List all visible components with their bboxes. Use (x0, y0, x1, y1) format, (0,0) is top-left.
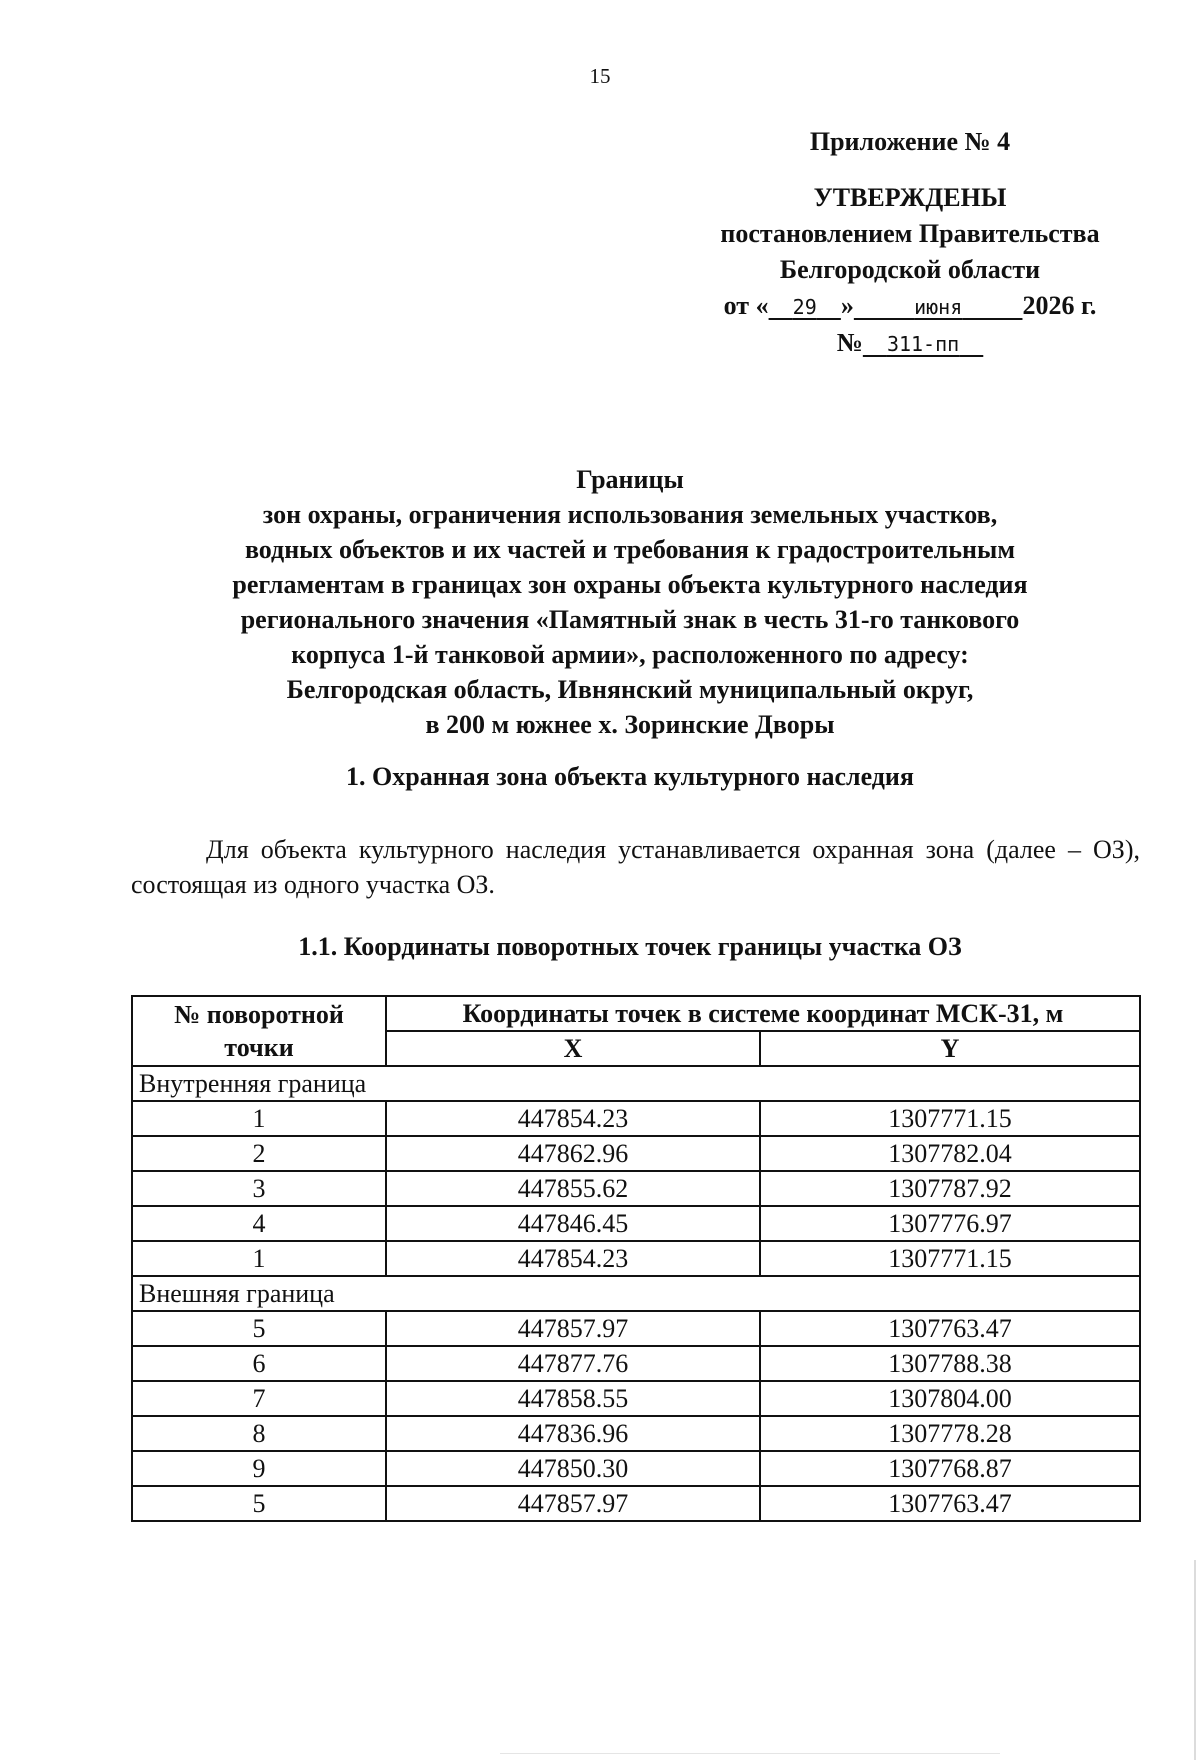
header-x: X (386, 1031, 760, 1066)
number-prefix: № (836, 328, 863, 357)
point-number: 3 (132, 1171, 386, 1206)
x-value: 447855.62 (386, 1171, 760, 1206)
approval-date (680, 288, 1140, 325)
header-y: Y (760, 1031, 1140, 1066)
title-line: Границы (576, 465, 684, 494)
y-value: 1307787.92 (760, 1171, 1140, 1206)
group-row-inner (132, 1066, 1140, 1101)
table-row (132, 1451, 1140, 1486)
y-value: 1307782.04 (760, 1136, 1140, 1171)
x-value: 447854.23 (386, 1101, 760, 1136)
header-point-number: № поворотной точки (132, 996, 386, 1066)
point-number: 2 (132, 1136, 386, 1171)
title-line: водных объектов и их частей и требования к градостроительным (244, 535, 1016, 564)
table-row (132, 1416, 1140, 1451)
section-paragraph: Для объекта культурного наследия устанавливается охранная зона (далее – ОЗ), состоящая из одного участка ОЗ. (131, 835, 1140, 899)
x-value: 447857.97 (386, 1486, 760, 1521)
table-row (132, 1241, 1140, 1276)
y-value: 1307763.47 (760, 1486, 1140, 1521)
y-value: 1307778.28 (760, 1416, 1140, 1451)
title-line: Белгородская область, Ивнянский муниципальный округ, (286, 675, 974, 704)
y-value: 1307763.47 (760, 1311, 1140, 1346)
title-line: регионального значения «Памятный знак в честь 31-го танкового (240, 605, 1020, 634)
approval-number (680, 325, 1140, 362)
table-row (132, 1206, 1140, 1241)
y-value: 1307788.38 (760, 1346, 1140, 1381)
x-value: 447836.96 (386, 1416, 760, 1451)
date-year: 2026 г. (1022, 291, 1097, 320)
x-value: 447877.76 (386, 1346, 760, 1381)
y-value: 1307776.97 (760, 1206, 1140, 1241)
appendix-block (680, 124, 1140, 362)
point-number: 5 (132, 1486, 386, 1521)
title-line: в 200 м южнее х. Зоринские Дворы (425, 710, 835, 739)
table-row (132, 1346, 1140, 1381)
date-day: 29 (792, 295, 817, 319)
x-value: 447858.55 (386, 1381, 760, 1416)
title-line: регламентам в границах зон охраны объекта культурного наследия (232, 570, 1028, 599)
section-heading: 1. Охранная зона объекта культурного наследия (346, 762, 914, 791)
x-value: 447854.23 (386, 1241, 760, 1276)
approved-by-line-2: Белгородской области (779, 255, 1041, 284)
table-row (132, 1101, 1140, 1136)
y-value: 1307804.00 (760, 1381, 1140, 1416)
point-number: 8 (132, 1416, 386, 1451)
table-row (132, 1311, 1140, 1346)
scan-bottom-mark (500, 1753, 1000, 1754)
point-number: 5 (132, 1311, 386, 1346)
title-line: корпуса 1-й танковой армии», расположенного по адресу: (291, 640, 969, 669)
x-value: 447862.96 (386, 1136, 760, 1171)
approved-by-line-1: постановлением Правительства (720, 219, 1100, 248)
date-prefix: от « (723, 291, 769, 320)
group-row-outer (132, 1276, 1140, 1311)
outer-boundary-label: Внешняя граница (132, 1276, 1140, 1311)
point-number: 6 (132, 1346, 386, 1381)
page-number: 15 (589, 64, 611, 88)
table-row (132, 1381, 1140, 1416)
document-title (120, 462, 1140, 742)
x-value: 447850.30 (386, 1451, 760, 1486)
coordinates-table (131, 995, 1141, 1522)
subsection-heading: 1.1. Координаты поворотных точек границы участка ОЗ (298, 932, 962, 961)
table-row (132, 1486, 1140, 1521)
point-number: 9 (132, 1451, 386, 1486)
x-value: 447846.45 (386, 1206, 760, 1241)
y-value: 1307771.15 (760, 1241, 1140, 1276)
table-body (132, 1066, 1140, 1521)
date-mid: » (840, 291, 854, 320)
approved-heading: УТВЕРЖДЕНЫ (813, 183, 1007, 212)
point-number: 1 (132, 1101, 386, 1136)
x-value: 447857.97 (386, 1311, 760, 1346)
point-number: 1 (132, 1241, 386, 1276)
number-value: 311-пп (886, 332, 960, 356)
point-number: 4 (132, 1206, 386, 1241)
title-line: зон охраны, ограничения использования земельных участков, (262, 500, 998, 529)
scan-edge-mark (1194, 1560, 1196, 1760)
header-coordinates: Координаты точек в системе координат МСК-31, м (386, 996, 1140, 1031)
point-number: 7 (132, 1381, 386, 1416)
table-row (132, 1136, 1140, 1171)
inner-boundary-label: Внутренняя граница (132, 1066, 1140, 1101)
date-month: июня (914, 295, 963, 319)
y-value: 1307768.87 (760, 1451, 1140, 1486)
appendix-title: Приложение № 4 (809, 127, 1011, 156)
table-row (132, 1171, 1140, 1206)
y-value: 1307771.15 (760, 1101, 1140, 1136)
